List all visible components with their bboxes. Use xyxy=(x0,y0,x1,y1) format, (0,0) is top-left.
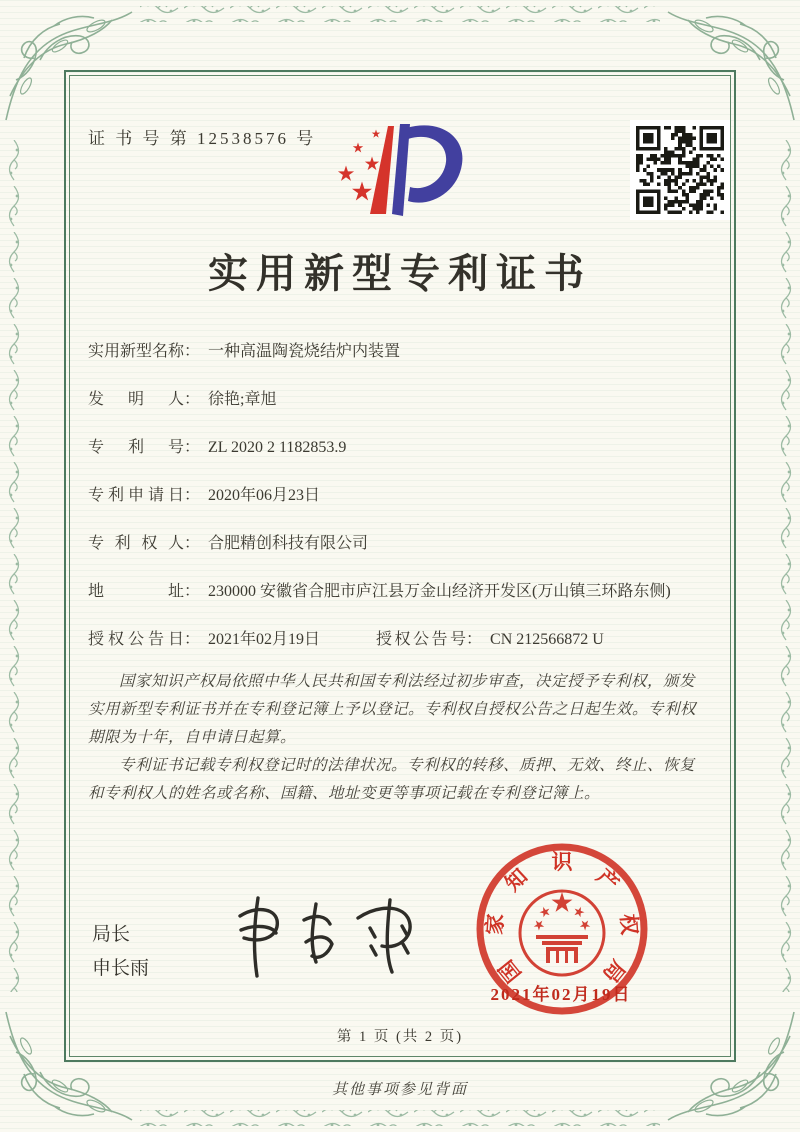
field-colon: ： xyxy=(466,631,483,648)
seal-date: 2021年02月19日 xyxy=(490,985,632,1004)
field-pair xyxy=(88,628,320,651)
field-row xyxy=(88,436,708,459)
certificate-title: 实用新型专利证书 xyxy=(208,251,592,296)
field-value: CN 212566872 U xyxy=(490,631,604,648)
legal-paragraph: 专利证书记载专利权登记时的法律状况。专利权的转移、质押、无效、终止、恢复和专利权人的姓名或名称、国籍、地址变更等事项记载在专利登记簿上。 xyxy=(88,757,696,802)
field-pair xyxy=(88,436,708,459)
certificate-number: 证 书 号 第 12538576 号 xyxy=(88,129,317,148)
field-row xyxy=(88,628,708,651)
field-label: 专利申请日 xyxy=(88,487,184,504)
cnipa-logo xyxy=(320,112,480,234)
field-label: 专利号 xyxy=(88,439,184,456)
back-note: 其他事项参见背面 xyxy=(331,1082,468,1098)
qr-code xyxy=(630,120,730,220)
field-row xyxy=(88,484,708,507)
seal-org-char: 国 xyxy=(493,955,526,987)
field-value: 2020年06月23日 xyxy=(208,487,321,504)
field-label: 实用新型名称 xyxy=(88,343,185,360)
field-value: 230000 安徽省合肥市庐江县万金山经济开发区(万山镇三环路东侧) xyxy=(208,583,671,600)
field-label: 专利权人 xyxy=(88,535,184,552)
field-colon: ： xyxy=(184,439,201,456)
field-value: 徐艳;章旭 xyxy=(208,391,277,408)
seal-org-char: 局 xyxy=(598,955,631,987)
field-value: 合肥精创科技有限公司 xyxy=(208,535,369,552)
field-pair xyxy=(88,532,708,555)
field-pair xyxy=(88,340,708,363)
field-value: 一种高温陶瓷烧结炉内装置 xyxy=(208,343,401,360)
field-label: 地址 xyxy=(88,583,184,600)
seal-org-char: 权 xyxy=(616,913,642,936)
seal-org-char: 识 xyxy=(551,850,573,874)
field-colon: ： xyxy=(184,487,201,504)
field-colon: ： xyxy=(184,535,201,552)
field-colon: ： xyxy=(184,631,201,648)
seal-org-char: 产 xyxy=(591,864,624,896)
field-pair xyxy=(88,580,708,603)
field-row xyxy=(88,532,708,555)
field-pair xyxy=(88,484,708,507)
field-pair xyxy=(376,628,604,651)
field-label: 发明人 xyxy=(88,391,184,408)
field-row xyxy=(88,580,708,603)
field-colon: ： xyxy=(184,343,201,360)
signature-handwriting xyxy=(224,884,434,984)
field-value: 2021年02月19日 xyxy=(208,631,321,648)
field-colon: ： xyxy=(184,583,201,600)
certificate-frame xyxy=(64,70,736,1062)
field-value: ZL 2020 2 1182853.9 xyxy=(208,439,347,456)
signer-name: 申长雨 xyxy=(92,958,150,979)
field-pair xyxy=(88,388,708,411)
legal-paragraph: 国家知识产权局依照中华人民共和国专利法经过初步审查，决定授予专利权，颁发实用新型专利证书并在专利登记簿上予以登记。专利权自授权公告之日起生效。专利权期限为十年，自申请日起算。 xyxy=(88,673,697,746)
signature-area xyxy=(66,832,734,1042)
field-label: 授权公告日 xyxy=(88,631,184,648)
field-row xyxy=(88,388,708,411)
seal-org-char: 知 xyxy=(500,864,533,896)
seal-org-char: 家 xyxy=(482,913,508,936)
field-label: 授权公告号 xyxy=(376,631,467,648)
signer-role: 局长 xyxy=(92,924,131,945)
fields-list xyxy=(88,340,708,676)
signer-block xyxy=(92,918,149,986)
legal-paragraphs xyxy=(88,668,710,808)
page-number: 第 1 页 (共 2 页) xyxy=(336,1029,464,1045)
field-row xyxy=(88,340,708,363)
field-colon: ： xyxy=(184,391,201,408)
